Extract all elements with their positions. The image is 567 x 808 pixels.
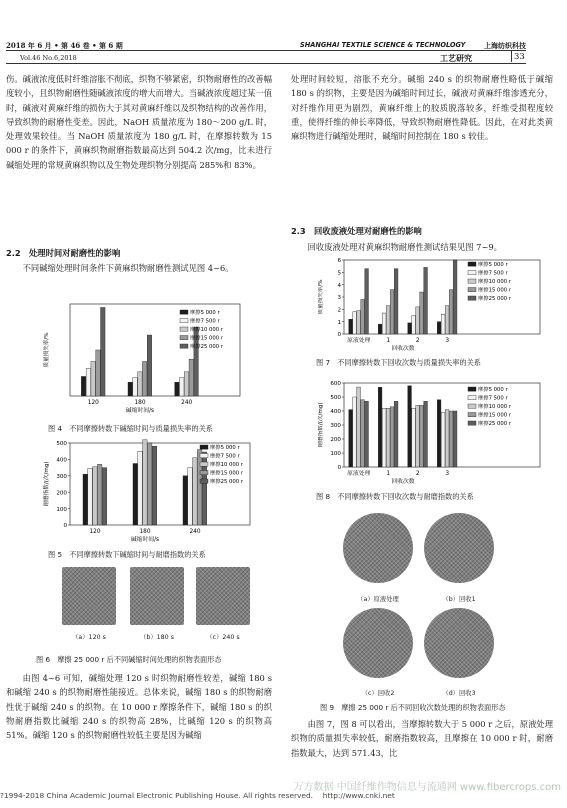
fabric-photo-180s [130,567,184,625]
y-tick-label: 500 [56,441,67,448]
y-axis-label: 质量损失率/% [318,279,324,315]
bar [412,408,416,467]
x-tick-label: 3 [445,471,450,477]
bar [188,468,193,525]
x-axis-label: 碱缩时间/s [130,537,160,543]
legend-swatch [200,445,208,449]
bar [96,350,101,396]
x-tick-label: 原液处理 [347,338,371,344]
fig8-chart [318,379,548,489]
bar [147,335,152,396]
issue-cn: 2018 年 6 月 • 第 46 卷 • 第 6 期 [6,41,123,50]
right-para-3: 由图 7，图 8 可以看出，当摩擦转数大于 5 000 r 之后，原液处理织物的质量损失率较低，耐磨指数较高，且摩擦在 10 000 r 时，耐磨指数最大，达到 571.43，比 [291,719,553,758]
legend-label: 摩擦25 000 r [210,479,243,486]
legend-label: 摩擦7 500 r [478,270,508,277]
fig7-chart [318,254,548,356]
bar [97,464,102,525]
legend-swatch [200,479,208,483]
y-tick-label: 0 [337,332,341,339]
bar [378,324,382,334]
bar [81,376,86,396]
fig6-label-a: （a）120 s [72,634,106,641]
bar [437,400,441,467]
bar [147,443,152,525]
legend-label: 摩擦7 500 r [190,318,220,325]
legend-swatch [180,336,188,340]
y-tick-label: 100 [330,451,341,458]
legend-label: 摩擦10 000 r [210,462,243,469]
x-tick-label: 180 [139,529,151,535]
legend-swatch [200,454,208,458]
bar [408,386,412,467]
legend-label: 摩擦5 000 r [190,310,220,317]
legend-swatch [180,310,188,314]
bar [416,405,420,467]
legend-label: 摩擦5 000 r [210,445,240,452]
bar [445,306,449,334]
bar [378,387,382,467]
y-tick-label: 0 [337,465,341,472]
journal-en: SHANGHAI TEXTILE SCIENCE & TECHNOLOGY [300,41,466,49]
bar [83,474,88,525]
copyright-footer: ?1994-2018 China Academic Journal Electronic Publishing House. All rights reserved. http://www.cnki.net [0,791,395,800]
watermark: 万方数据 中国纤维作物信息与流通网 www.fibercrops.com [293,782,561,793]
bar [143,440,148,525]
header-divider [511,51,512,62]
bar [133,378,138,396]
bar [349,319,353,334]
bar [138,451,143,525]
bar [101,307,106,396]
legend-swatch [468,404,476,408]
bar [361,299,365,334]
bar [408,323,412,334]
legend-label: 摩擦15 000 r [210,470,243,477]
y-tick-label: 500 [330,395,341,402]
header-rule-top [6,50,526,51]
legend-swatch [180,319,188,323]
fig5-chart [40,437,260,547]
right-para-2: 回收废液处理对黄麻织物耐磨性测试结果见图 7~9。 [307,242,502,252]
fabric-photo-120s [62,567,116,625]
bar [88,468,93,525]
legend-swatch [180,344,188,348]
fig9-label-c: （c）回收2 [361,690,395,697]
bar [138,372,143,396]
fig9-label-a: （a）原液处理 [357,596,399,603]
legend-swatch [468,296,476,300]
bar [357,387,361,467]
fabric-photo-recycle-2 [343,608,413,678]
x-tick-label: 3 [445,338,450,344]
legend-label: 摩擦10 000 r [478,279,511,286]
legend-swatch [200,471,208,475]
x-tick-label: 240 [189,529,201,535]
bar [437,322,441,334]
page-number: 33 [514,52,525,62]
bar [382,313,386,334]
y-tick-label: 2 [337,307,341,314]
x-tick-label: 原液处理 [347,471,371,477]
y-tick-label: 5 [337,270,341,277]
legend-label: 摩擦5 000 r [478,387,508,394]
bar [91,362,96,397]
bar [394,269,398,334]
bar [353,312,357,334]
bar [386,306,390,334]
issue-en: Vol.46 No.6,2018 [20,54,77,62]
x-tick-label: 2 [415,338,420,344]
legend-swatch [468,421,476,425]
fabric-photo-recycle-1 [424,513,494,583]
y-tick-label: 200 [56,490,67,497]
x-axis-label: 回收次数 [391,479,415,485]
fig6-label-b: （b）180 s [140,634,174,641]
legend-swatch [468,396,476,400]
bar [441,412,445,467]
legend-label: 摩擦15 000 r [478,287,511,294]
bar [449,290,453,334]
bar [416,307,420,334]
legend-label: 摩擦15 000 r [190,335,223,342]
y-tick-label: 400 [330,409,341,416]
bar [449,411,453,467]
left-para-1: 伤。碱液浓度低时纤维溶胀不彻底，织物不够紧密，织物耐磨性的改善幅度较小，且织物耐磨性随碱液浓度的增大而增大。当碱液浓度超过某一值时，碱液对黄麻纤维的损伤大于其对黄麻纤维以及织物结构的改善作用，导致织物的耐磨性变差。因此，NaOH 质量浓度为 180～200 g/L 时，处理效果较佳。当 NaOH 质量浓度为 180 g/L 时，在摩擦转数为 15 000 r 的条件下，黄麻织物耐磨指数最高达到 504.2 次/mg，比未进行碱缩处理的常规黄麻织物以及生物处理织物分别提高 285%和 83%。 [6,74,272,170]
bar [394,401,398,467]
y-tick-label: 0 [63,523,67,530]
fig9-label-b: （b）回收1 [442,596,476,603]
bar [193,458,198,525]
bar [349,410,353,467]
legend-label: 摩擦25 000 r [478,421,511,428]
y-axis-label: 质量损失率/% [44,332,50,368]
bar [420,292,424,334]
bar [382,408,386,467]
bar [441,314,445,334]
bar [453,260,457,334]
bar [133,464,138,526]
y-tick-label: 600 [330,381,341,388]
fig6-caption: 图 6 摩擦 25 000 r 后不同碱缩时间处理的织物表面形态 [36,655,222,664]
left-para-3: 由图 4~6 可知，碱缩处理 120 s 时织物耐磨性较差，碱缩 180 s 和碱缩 240 s 的织物耐磨性能接近。总体来说，碱缩 180 s 的织物耐磨性优于碱缩 240 s 的织物。在 10 000 r 摩擦条件下，碱缩 180 s 的织物耐磨指数比碱缩 240 s 的织物高 28%，比碱缩 120 s 的织物高 51%。碱缩 120 s 的织物耐磨性较低主要是因为碱缩 [6,673,272,741]
legend-label: 摩擦7 500 r [478,395,508,402]
section-title: 工艺研究 [440,53,472,63]
y-axis-label: 耐磨指数/(次/mg) [44,461,50,507]
fig4-chart [40,298,250,423]
legend-label: 摩擦25 000 r [478,296,511,303]
bar [412,316,416,335]
bar [424,401,428,467]
bar [390,407,394,467]
bar [353,397,357,467]
bar [357,311,361,334]
x-tick-label: 1 [386,338,391,344]
legend-swatch [468,413,476,417]
y-tick-label: 300 [330,423,341,430]
fig4-caption: 图 4 不同摩擦转数下碱缩时间与质量损失率的关系 [48,424,213,433]
journal-cn: 上海纺织科技 [484,41,526,50]
y-tick-label: 300 [56,474,67,480]
legend-label: 摩擦5 000 r [478,262,508,269]
bar [386,408,390,467]
fig9-caption: 图 9 摩擦 25 000 r 后不同回收次数处理的织物表面形态 [320,703,506,712]
y-tick-label: 1 [337,319,341,326]
x-tick-label: 240 [181,400,193,406]
bar [142,362,147,397]
fig5-caption: 图 5 不同摩擦转数下碱缩时间与耐磨指数的关系 [48,550,206,559]
bar [453,411,457,467]
legend-label: 摩擦15 000 r [478,412,511,419]
bar [179,378,184,396]
bar [183,476,188,525]
legend-label: 摩擦10 000 r [190,327,223,334]
bar [86,368,91,396]
left-para-2: 不同碱缩处理时间条件下黄麻织物耐磨性测试见图 4~6。 [22,263,234,273]
legend-swatch [180,327,188,331]
fabric-photo-original [343,513,413,583]
bar [365,401,369,467]
legend-label: 摩擦7 500 r [210,453,240,460]
bar [184,372,189,396]
y-axis-label: 耐磨指数/(次/mg) [318,402,324,448]
legend-swatch [468,288,476,292]
x-axis-label: 碱缩时间/s [125,408,155,414]
bar [189,359,194,396]
bar [102,468,107,525]
bar [152,446,157,525]
x-tick-label: 2 [415,471,420,477]
bar [175,382,180,396]
y-tick-label: 200 [330,437,341,444]
section-2-3-heading: 2.3 回收废液处理对耐磨性的影响 [291,226,422,236]
header-rule-bottom [6,63,526,64]
fig9-label-d: （d）回收3 [442,690,476,697]
fig7-caption: 图 7 不同摩擦转数下回收次数与质量损失率的关系 [316,358,481,367]
fabric-photo-240s [196,567,250,625]
bar [445,410,449,467]
x-tick-label: 180 [134,400,146,406]
x-tick-label: 120 [89,529,101,535]
bar [128,382,133,396]
legend-swatch [200,462,208,466]
legend-label: 摩擦10 000 r [478,404,511,411]
legend-swatch [468,262,476,266]
fig6-label-c: （c）240 s [206,634,240,641]
bar [197,450,202,525]
fig8-caption: 图 8 不同摩擦转数下回收次数与耐磨指数的关系 [316,492,474,501]
bar [365,269,369,334]
legend-swatch [468,279,476,283]
legend-swatch [468,387,476,391]
section-2-2-heading: 2.2 处理时间对耐磨性的影响 [6,248,121,258]
bar [390,290,394,334]
legend-swatch [468,271,476,275]
bar [361,400,365,467]
y-tick-label: 100 [56,506,67,513]
y-tick-label: 4 [337,282,341,289]
bar [424,267,428,334]
x-tick-label: 120 [87,400,99,406]
x-axis-label: 回收次数 [391,346,415,352]
fabric-photo-recycle-3 [424,608,494,678]
legend-label: 摩擦25 000 r [190,344,223,351]
bar [93,467,98,525]
y-tick-label: 6 [337,258,341,265]
right-para-1: 处理时间较短，溶胀不充分。碱缩 240 s 的织物耐磨性略低于碱缩 180 s 的织物，主要是因为碱缩时间过长，碱液对黄麻纤维渗透充分，对纤维作用更为剧烈，黄麻纤维上的胶质脱落较多，纤维受损程度较重，使得纤维的伸长率降低，导致织物耐磨性降低。因此，在对此类黄麻织物进行碱缩处理时，碱缩时间控制在 180 s 较佳。 [291,74,553,142]
y-tick-label: 400 [56,457,67,464]
x-tick-label: 1 [386,471,391,477]
y-tick-label: 3 [337,295,341,302]
bar [420,405,424,467]
